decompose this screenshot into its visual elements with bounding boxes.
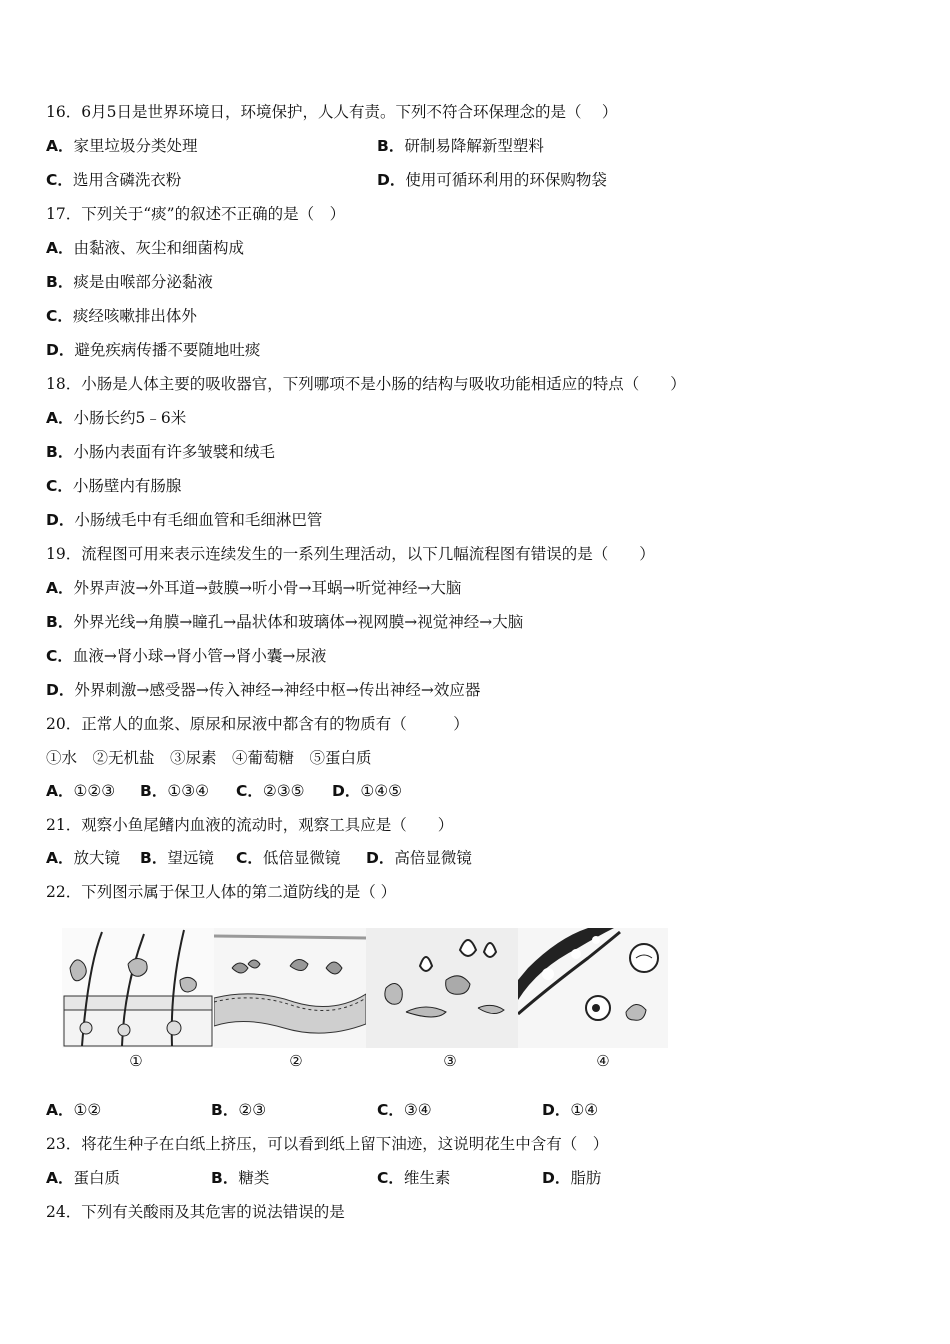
option-label: A． [46,579,74,597]
option-label: D． [46,681,75,699]
option-label: A． [46,782,74,800]
figure-panel-mucosa [214,928,366,1048]
q18-option-b[interactable] [46,442,275,462]
option-text: ③④ [403,1101,432,1119]
option-label: C． [46,307,73,325]
option-label: A． [46,137,74,155]
q20-option-b[interactable] [140,781,209,801]
option-label: A． [46,1169,74,1187]
option-text: 小肠壁内有肠腺 [72,477,182,495]
q20-stem: 20．正常人的血浆、原尿和尿液中都含有的物质有（ ） [46,715,469,733]
q22-option-d[interactable] [542,1100,598,1120]
q17-option-d[interactable] [46,340,260,360]
option-text: ①③④ [167,782,210,800]
figure-panel-phagocytes [366,928,518,1048]
option-text: 痰经咳嗽排出体外 [72,307,197,325]
option-text: 放大镜 [73,849,121,867]
option-text: 使用可循环利用的环保购物袋 [405,171,607,189]
q24-stem: 24．下列有关酸雨及其危害的说法错误的是 [46,1203,345,1221]
option-label: C． [46,647,73,665]
skin-illustration [62,928,214,1048]
option-text: 高倍显微镜 [394,849,472,867]
option-label: D． [542,1169,571,1187]
option-text: 研制易降解新型塑料 [404,137,544,155]
q16-stem: 16．6月5日是世界环境日，环境保护，人人有责。下列不符合环保理念的是（ ） [46,103,618,121]
option-text: 外界光线→角膜→瞳孔→晶状体和玻璃体→视网膜→视觉神经→大脑 [73,613,524,631]
option-text: ①② [73,1101,102,1119]
option-text: 家里垃圾分类处理 [73,137,198,155]
q20-option-d[interactable] [332,781,402,801]
option-label: C． [236,782,263,800]
option-text: ①②③ [73,782,116,800]
option-text: 脂肪 [570,1169,602,1187]
option-text: ①④⑤ [360,782,403,800]
option-label: B． [46,273,74,291]
q17-option-a[interactable] [46,238,244,258]
option-text: 痰是由喉部分泌黏液 [73,273,213,291]
q17-option-b[interactable] [46,272,213,292]
q21-option-d[interactable] [366,848,472,868]
q19-option-b[interactable] [46,612,523,632]
q22-stem: 22．下列图示属于保卫人体的第二道防线的是（ ） [46,883,397,901]
option-text: ②③⑤ [262,782,305,800]
option-text: 维生素 [403,1169,451,1187]
immune-illustration [518,928,668,1048]
option-text: 选用含磷洗衣粉 [72,171,182,189]
option-text: 血液→肾小球→肾小管→肾小囊→尿液 [72,647,327,665]
q20-option-a[interactable] [46,781,115,801]
option-text: 小肠内表面有许多皱襞和绒毛 [73,443,275,461]
option-label: D． [366,849,395,867]
mucosa-illustration [214,928,366,1048]
q16-option-a[interactable] [46,136,198,156]
option-text: 低倍显微镜 [262,849,341,867]
option-text: 糖类 [238,1169,270,1187]
q23-option-a[interactable] [46,1168,120,1188]
option-text: 小肠长约5﹣6米 [73,409,187,427]
option-label: B． [377,137,405,155]
q18-stem: 18．小肠是人体主要的吸收器官，下列哪项不是小肠的结构与吸收功能相适应的特点（ ） [46,375,686,393]
q16-option-b[interactable] [377,136,544,156]
option-label: C． [46,171,73,189]
q17-option-c[interactable] [46,306,197,326]
q21-option-a[interactable] [46,848,120,868]
q23-option-b[interactable] [211,1168,269,1188]
q19-option-a[interactable] [46,578,461,598]
figure-panel-immune [518,928,668,1048]
q16-option-c[interactable] [46,170,181,190]
figure-caption-2: ② [289,1052,303,1070]
option-label: A． [46,409,74,427]
option-text: 避免疾病传播不要随地吐痰 [74,341,261,359]
option-text: 蛋白质 [73,1169,121,1187]
phagocyte-illustration [366,928,518,1048]
option-text: 外界刺激→感受器→传入神经→神经中枢→传出神经→效应器 [74,681,481,699]
option-label: D． [332,782,361,800]
option-label: C． [236,849,263,867]
option-text: 由黏液、灰尘和细菌构成 [73,239,245,257]
q21-stem: 21．观察小鱼尾鳍内血液的流动时，观察工具应是（ ） [46,816,454,834]
option-label: B． [140,782,168,800]
option-label: A． [46,1101,74,1119]
q20-option-c[interactable] [236,781,305,801]
q22-option-a[interactable] [46,1100,101,1120]
option-label: D． [46,511,75,529]
q18-option-d[interactable] [46,510,322,530]
q22-option-c[interactable] [377,1100,432,1120]
option-label: B． [46,613,74,631]
figure-caption-4: ④ [596,1052,610,1070]
option-label: B． [211,1101,239,1119]
option-text: ①④ [570,1101,599,1119]
option-text: ②③ [238,1101,267,1119]
option-label: D． [377,171,406,189]
defense-line-figure [62,928,668,1072]
option-label: A． [46,849,74,867]
q19-stem: 19．流程图可用来表示连续发生的一系列生理活动，以下几幅流程图有错误的是（ ） [46,545,655,563]
q23-option-c[interactable] [377,1168,450,1188]
option-label: B． [46,443,74,461]
option-text: 小肠绒毛中有毛细血管和毛细淋巴管 [74,511,323,529]
q19-option-d[interactable] [46,680,480,700]
option-label: C． [46,477,73,495]
option-label: A． [46,239,74,257]
q23-option-d[interactable] [542,1168,601,1188]
q18-option-c[interactable] [46,476,181,496]
q20-items: ①水 ②无机盐 ③尿素 ④葡萄糖 ⑤蛋白质 [46,749,372,767]
q21-option-b[interactable] [140,848,214,868]
option-label: B． [140,849,168,867]
q17-stem: 17．下列关于“痰”的叙述不正确的是（ ） [46,205,346,223]
q19-option-c[interactable] [46,646,326,666]
option-label: D． [46,341,75,359]
option-label: D． [542,1101,571,1119]
figure-panel-skin [62,928,214,1048]
q18-option-a[interactable] [46,408,186,428]
option-text: 外界声波→外耳道→鼓膜→听小骨→耳蜗→听觉神经→大脑 [73,579,462,597]
figure-caption-1: ① [129,1052,143,1070]
q16-option-d[interactable] [377,170,607,190]
option-label: B． [211,1169,239,1187]
q22-option-b[interactable] [211,1100,266,1120]
q23-stem: 23．将花生种子在白纸上挤压，可以看到纸上留下油迹，这说明花生中含有（ ） [46,1135,609,1153]
option-text: 望远镜 [167,849,214,867]
option-label: C． [377,1169,404,1187]
q21-option-c[interactable] [236,848,340,868]
figure-caption-3: ③ [443,1052,457,1070]
option-label: C． [377,1101,404,1119]
